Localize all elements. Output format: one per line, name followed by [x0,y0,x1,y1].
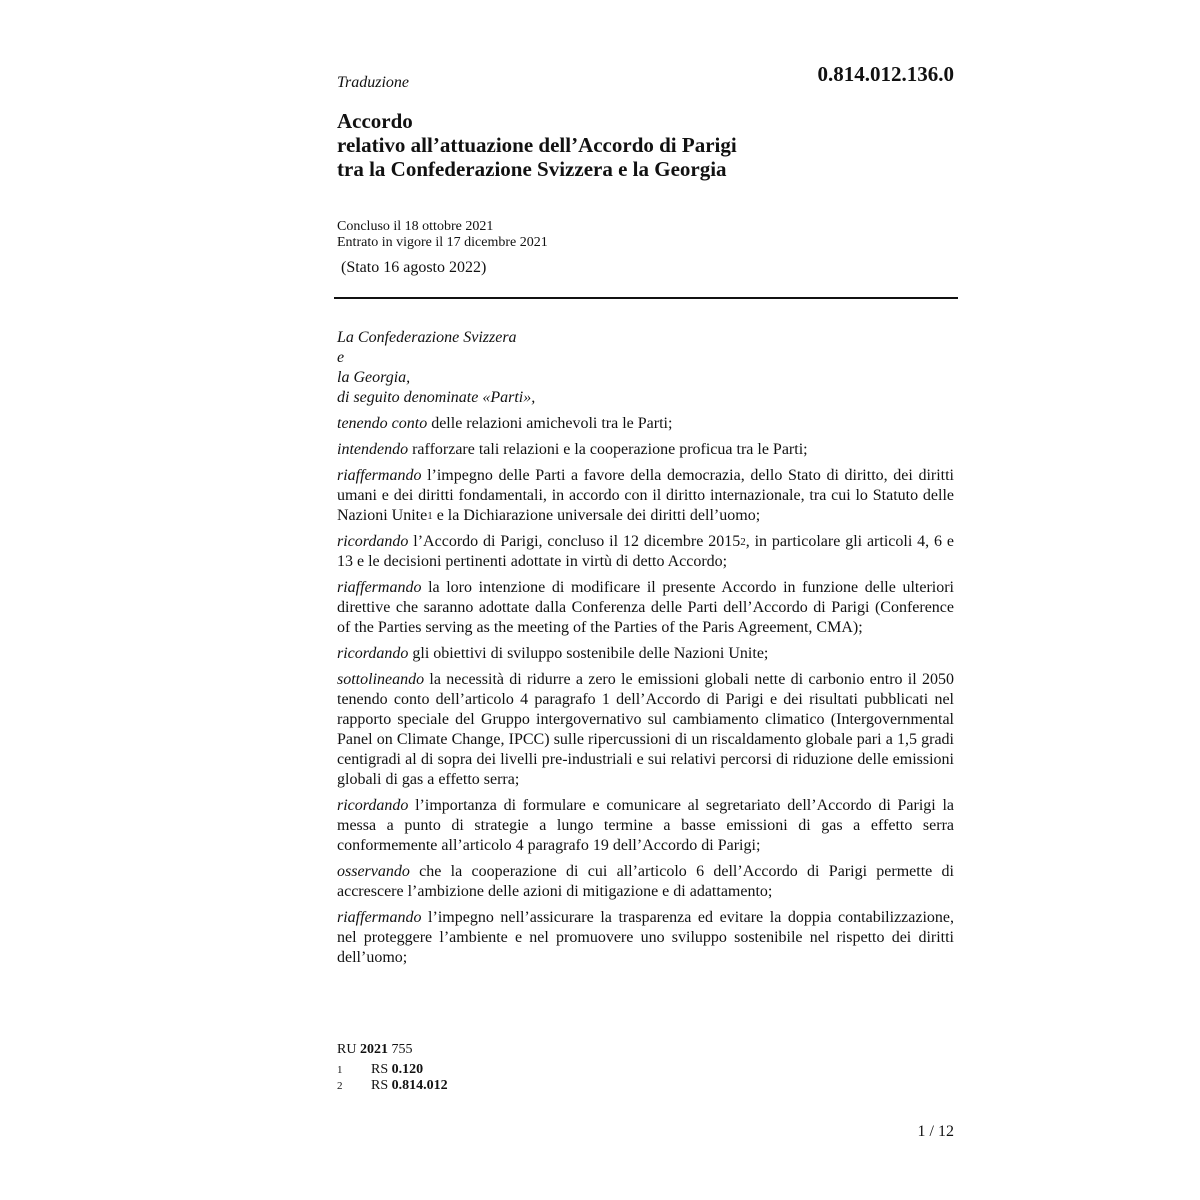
preamble-paragraph [337,644,954,664]
footnote-number: 1 [337,1064,343,1076]
paragraph-lead: riaffermando [337,467,422,484]
preamble-paragraph [337,466,954,526]
preamble-paragraph [337,578,954,638]
paragraph-lead: osservando [337,863,410,880]
paragraph-tail: , in particolare gli articoli 4, 6 e 13 e le decisioni pertinenti adottate in virtù di detto Accordo; [337,533,954,570]
footnote-item [337,1078,448,1094]
footnote-item [337,1062,448,1078]
footnote-text [371,1078,448,1094]
title-line-2: relativo all’attuazione dell’Accordo di Parigi [337,133,737,157]
title-line-3: tra la Confederazione Svizzera e la Georgia [337,157,727,181]
paragraph-lead: intendendo [337,441,409,458]
footnote-ref[interactable]: 1 [427,510,433,522]
party-conjunction: e [337,349,345,366]
paragraph-text: l’importanza di formulare e comunicare al segretariato dell’Accordo di Parigi la messa a punto di strategie a lungo termine a basse emissioni di gas a effetto serra conformemente all’articolo 4 paragrafo 19 dell’Accordo di Parigi; [337,797,954,854]
paragraph-lead: riaffermando [337,909,422,926]
parties-block [337,328,954,408]
paragraph-lead: riaffermando [337,579,422,596]
ru-year: 2021 [359,1042,388,1057]
paragraph-text: l’impegno delle Parti a favore della democrazia, dello Stato di diritto, dei diritti umani e dei diritti fondamentali, in accordo con il diritto internazionale, tra cui lo Statuto delle Nazioni Unite [337,467,954,524]
in-force-date: Entrato in vigore il 17 dicembre 2021 [337,235,548,250]
ru-page: 755 [387,1042,413,1057]
footnote-number: 2 [337,1080,343,1092]
preamble-paragraph [337,908,954,968]
paragraph-text: gli obiettivi di sviluppo sostenibile delle Nazioni Unite; [408,645,769,662]
paragraph-text: che la cooperazione di cui all’articolo 6 dell’Accordo di Parigi permette di accrescere l’ambizione delle azioni di mitigazione e di adattamento; [337,863,954,900]
paragraph-lead: ricordando [337,533,409,550]
translation-label: Traduzione [337,74,410,91]
paragraph-lead: ricordando [337,797,409,814]
party-1: La Confederazione Svizzera [337,329,517,346]
doc-number: 0.814.012.136.0 [817,62,954,86]
paragraph-text: la necessità di ridurre a zero le emissioni globali nette di carbonio entro il 2050 tenendo conto dell’articolo 4 paragrafo 1 dell’Accordo di Parigi e dei risultati pubblicati nel rapporto speciale del Gruppo intergovernativo sul cambiamento climatico (Intergovernmental Panel on Climate Change, IPCC) sulle ripercussioni di un riscaldamento globale pari a 1,5 gradi centigradi al di sopra dei livelli pre-industriali e sui relativi percorsi di riduzione delle emissioni globali di gas a effetto serra; [337,671,954,788]
paragraph-lead: ricordando [337,645,409,662]
footnotes [337,1062,448,1094]
preamble [337,328,954,968]
preamble-paragraph [337,440,954,460]
header-divider [334,297,958,299]
paragraph-lead: sottolineando [337,671,425,688]
preamble-paragraph [337,796,954,856]
footnote-ref-link[interactable]: 0.120 [391,1062,424,1077]
footnote-prefix: RS [371,1078,392,1093]
preamble-paragraph [337,862,954,902]
document-title [337,109,737,181]
status-date: (Stato 16 agosto 2022) [341,259,487,276]
footnote-ref[interactable]: 2 [740,536,746,548]
paragraph-text: delle relazioni amichevoli tra le Parti; [427,415,673,432]
ru-prefix: RU [337,1042,360,1057]
paragraph-text: l’Accordo di Parigi, concluso il 12 dicembre 2015 [408,533,741,550]
paragraph-text: rafforzare tali relazioni e la cooperazione proficua tra le Parti; [408,441,808,458]
footnote-ref-link[interactable]: 0.814.012 [391,1078,448,1093]
preamble-paragraph [337,670,954,790]
document-meta [337,219,548,251]
concluded-date: Concluso il 18 ottobre 2021 [337,219,494,234]
footnote-prefix: RS [371,1062,392,1077]
paragraph-text: l’impegno nell’assicurare la trasparenza ed evitare la doppia contabilizzazione, nel proteggere l’ambiente e nel promuovere uno sviluppo sostenibile nel rispetto dei diritti dell’uomo; [337,909,954,966]
parties-designation: di seguito denominate «Parti», [337,389,536,406]
footnote-text [371,1062,423,1078]
preamble-paragraph [337,414,954,434]
title-line-1: Accordo [337,109,413,133]
preamble-paragraph [337,532,954,572]
official-compilation-ref [337,1042,412,1058]
party-2: la Georgia, [337,369,411,386]
paragraph-tail: e la Dichiarazione universale dei diritti dell’uomo; [432,507,761,524]
paragraph-lead: tenendo conto [337,415,428,432]
paragraph-text: la loro intenzione di modificare il presente Accordo in funzione delle ulteriori direttive che saranno adottate dalla Conferenza delle Parti dell’Accordo di Parigi (Conference of the Parties serving as the meeting of the Parties of the Paris Agreement, CMA); [337,579,954,636]
page-number: 1 / 12 [917,1123,954,1140]
